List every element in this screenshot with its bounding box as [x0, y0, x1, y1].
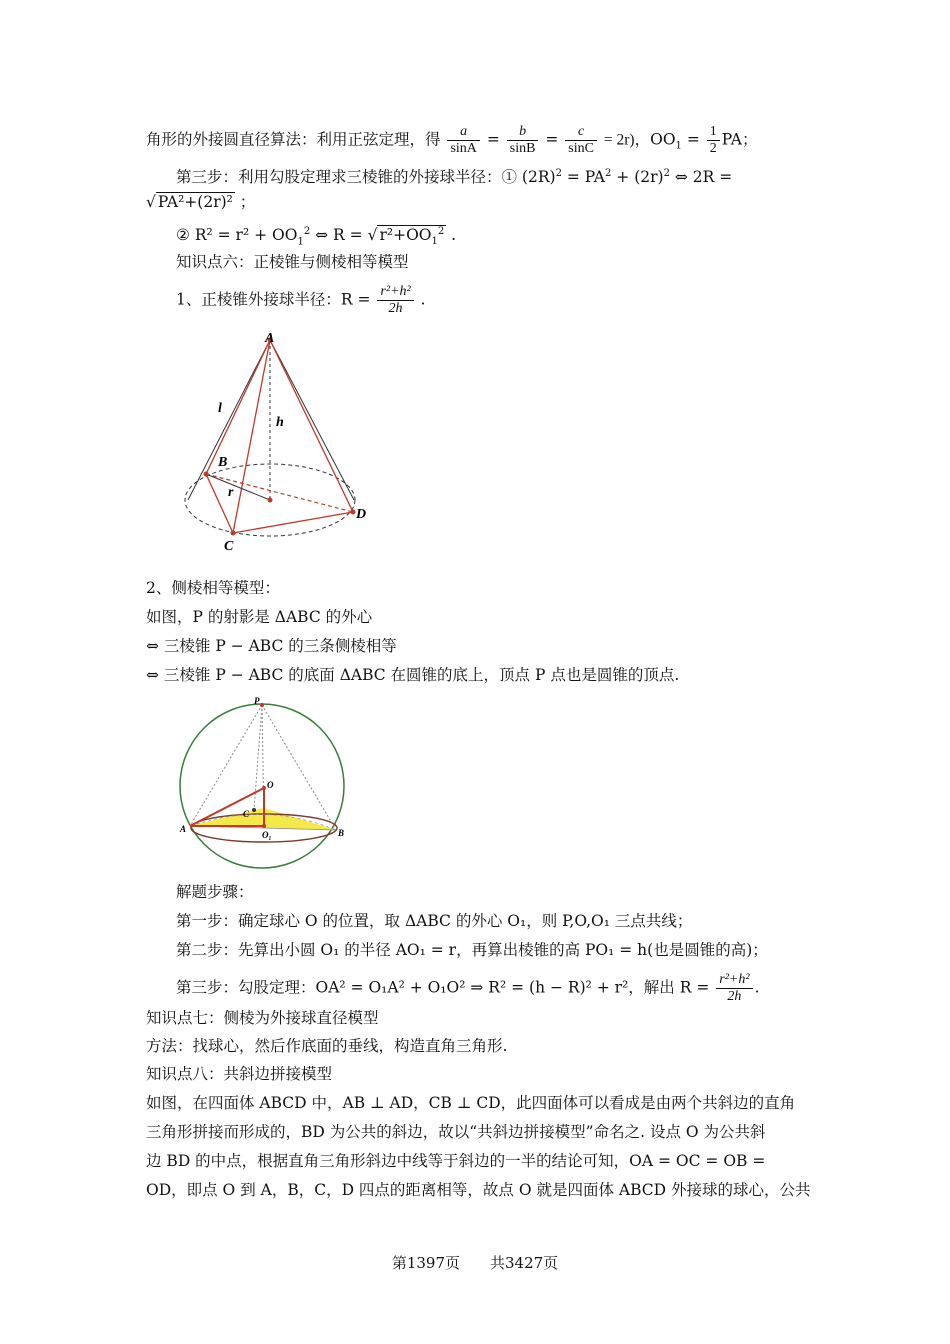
text-k6-1: 1、正棱锥外接球半径：R = $\frac{\text{r²+h²}}{2h}$ .: [176, 284, 426, 316]
label-P: P: [254, 696, 260, 706]
text: = PA: [561, 168, 605, 187]
text: 第三步：勾股定理：OA² = O₁A² + O₁O² ⇒ R² = (h − R)² + r²，解出 R =: [176, 978, 710, 997]
text-k6-4: ⇔ 三棱锥 P − ABC 的三条侧棱相等: [146, 637, 397, 655]
fraction-a-sinA: $\frac{a}{\sin A}$: [447, 124, 479, 157]
text: ② R² = r² + OO: [176, 226, 298, 245]
text-line-4: ② $R^2 = r^2 + OO_1^2$ ⇔ R = √ $r^2+OO_1^2$ .: [176, 226, 457, 248]
text: 1、正棱锥外接球半径：R =: [176, 290, 371, 309]
text-steps: 解题步骤：: [176, 883, 254, 901]
fraction-rh: $\frac{\text{r²+h²}}{2h}$: [377, 284, 413, 317]
math: = 2r): [603, 131, 635, 149]
label-D: D: [356, 507, 367, 522]
label-A: A: [265, 331, 275, 346]
text-p1: 如图，在四面体 ABCD 中，AB ⊥ AD，CB ⊥ CD，此四面体可以看成是由两个共斜边的直角: [146, 1094, 796, 1112]
text-p3: 边 BD 的中点，根据直角三角形斜边中线等于斜边的一半的结论可知，OA = OC = OB =: [146, 1152, 766, 1170]
sqrt-content: PA²+(2r)²: [157, 193, 233, 211]
text-p2: 三角形拼接而形成的，BD 为公共的斜边，故以“共斜边拼接模型”命名之. 设点 O 为公共斜: [146, 1123, 766, 1141]
text: PA；: [721, 130, 758, 149]
heading-k8: 知识点八：共斜边拼接模型: [146, 1065, 333, 1083]
text-line-1: 角形的外接圆直径算法：利用正弦定理，得 $\frac{a}{\sin A}$ = $\frac{b}{\sin B}$ = $\frac{c}{\sin C}$ = 2r)，$OO_1$ = $\frac{1}{2}$ PA；: [146, 124, 758, 156]
label-h: h: [276, 415, 284, 430]
text-step-1: 第一步：确定球心 O 的位置，取 ΔABC 的外心 O₁，则 P,O,O₁ 三点共线；: [176, 912, 693, 930]
heading-k7: 知识点七：侧棱为外接球直径模型: [146, 1009, 379, 1027]
fraction-half: $\frac{1}{2}$: [707, 124, 720, 157]
label-B: B: [218, 455, 228, 470]
text-k6-3: 如图，P 的射影是 ΔABC 的外心: [146, 608, 373, 626]
label-O: O: [267, 780, 274, 790]
text: ⇔ R =: [315, 226, 368, 245]
sphere-pyramid-figure: [176, 696, 356, 872]
text-k6-2: 2、侧棱相等模型：: [146, 579, 280, 597]
page-footer: 第1397页 共3427页: [391, 1254, 559, 1272]
label-r: r: [228, 485, 234, 500]
label-C: C: [243, 809, 250, 819]
label-A: A: [180, 824, 187, 834]
text-line-2: 第三步：利用勾股定理求三棱锥的外接球半径：① $(2R)^2 = PA^2 + (2r)^2$ ⇔ 2R =: [176, 168, 733, 187]
label-C: C: [224, 539, 234, 554]
fraction-rh-2: $\frac{\text{r²+h²}}{2h}$: [716, 972, 752, 1005]
cone-pyramid-figure: [180, 328, 390, 556]
text: 第三步：利用勾股定理求三棱锥的外接球半径：① (2R): [176, 168, 556, 187]
text-k6-5: ⇔ 三棱锥 P − ABC 的底面 ΔABC 在圆锥的底上，顶点 P 点也是圆锥的顶点.: [146, 666, 680, 684]
heading-k6: 知识点六：正棱锥与侧棱相等模型: [176, 253, 409, 271]
text-k7-1: 方法：找球心，然后作底面的垂线，构造直角三角形.: [146, 1037, 508, 1055]
sqrt-content: r²+OO: [379, 226, 432, 245]
text-p4: OD，即点 O 到 A，B，C，D 四点的距离相等，故点 O 就是四面体 ABCD 外接球的球心，公共: [146, 1181, 811, 1199]
label-l: l: [218, 401, 222, 416]
fraction-b-sinB: $\frac{b}{\sin B}$: [507, 124, 539, 157]
text-step-3: 第三步：勾股定理：OA² = O₁A² + O₁O² ⇒ R² = (h − R)² + r²，解出 R = $\frac{\text{r²+h²}}{2h}$ .: [176, 972, 760, 1004]
text: ⇔ 2R =: [669, 168, 733, 187]
label-O1: O₁: [262, 830, 272, 840]
text-line-3: √ PA²+(2r)² ；: [146, 193, 256, 211]
label-B: B: [338, 828, 345, 838]
text-step-2: 第二步：先算出小圆 O₁ 的半径 AO₁ = r，再算出棱锥的高 PO₁ = h(也是圆锥的高)；: [176, 941, 768, 959]
text: + (2r): [611, 168, 664, 187]
text: 角形的外接圆直径算法：利用正弦定理，得: [146, 130, 441, 149]
text: ，OO: [634, 130, 676, 149]
fraction-c-sinC: $\frac{c}{\sin C}$: [565, 124, 597, 157]
